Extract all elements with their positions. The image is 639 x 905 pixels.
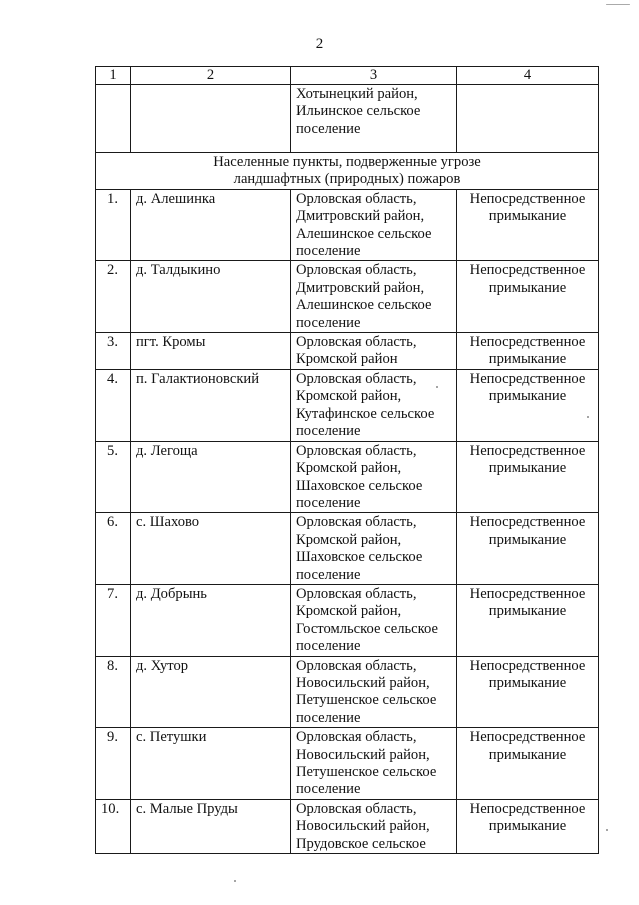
fire-threat-relation [457,656,599,728]
location-line: Орловская область, [296,442,417,459]
location-line: Орловская область, [296,190,417,207]
header-col-3: 3 [291,67,457,85]
table-row [96,370,599,442]
relation-line: примыкание [488,279,567,296]
settlement-name: пгт. Кромы [131,333,291,370]
table-row [96,189,599,261]
location-line: Кутафинское сельское [296,405,435,422]
location-line: Дмитровский район, [296,279,425,296]
location-line: Кромской район, [296,603,402,620]
fire-threat-relation [457,333,599,370]
row-number: 4. [96,370,131,442]
row-number: 1. [96,189,131,261]
page-number: 2 [315,36,324,52]
settlement-location [291,189,457,261]
location-line: поселение [296,566,361,583]
relation-line: Непосредственное [469,371,586,388]
header-col-1: 1 [96,67,131,85]
relation-line: Непосредственное [469,800,586,817]
row-number: 2. [96,261,131,333]
fire-threat-relation [457,728,599,800]
settlements-table [95,66,599,854]
scan-speck [587,416,589,418]
location-line: Алешинское сельское [296,225,432,242]
location-line: Кромской район, [296,460,402,477]
location-line: поселение [296,638,361,655]
relation-line: Непосредственное [469,585,586,602]
settlement-name: д. Хутор [131,656,291,728]
location-line: поселение [296,781,361,798]
settlement-name: д. Легоща [131,441,291,513]
settlement-location [291,370,457,442]
location-line: поселение [296,243,361,260]
settlement-location [291,261,457,333]
relation-line: примыкание [488,460,567,477]
section-title-line: Населенные пункты, подверженные угрозе [213,154,481,170]
relation-line: Непосредственное [469,442,586,459]
settlement-location [291,513,457,585]
location-line: Орловская область, [296,334,417,351]
settlement-name: п. Галактионовский [131,370,291,442]
relation-line: примыкание [488,208,567,225]
relation-line: примыкание [488,531,567,548]
row-number: 5. [96,441,131,513]
location-line: Кромской район, [296,388,402,405]
location-line: Новосильский район, [296,818,430,835]
location-line: Дмитровский район, [296,208,425,225]
table-rows [96,189,599,853]
settlement-location [291,584,457,656]
table-row [96,728,599,800]
scan-speck [606,4,630,5]
location-line: Шаховское сельское [296,549,423,566]
location-line: Орловская область, [296,585,417,602]
location-line: поселение [296,423,361,440]
relation-line: примыкание [488,603,567,620]
table-row [96,441,599,513]
location-line: Прудовское сельское [296,835,426,852]
scan-speck [234,880,236,882]
fire-threat-relation [457,370,599,442]
cont-col-4 [457,85,599,153]
section-title-line: ландшафтных (природных) пожаров [233,171,461,188]
location-line: Шаховское сельское [296,477,423,494]
cont-location-line: Хотынецкий район, [296,86,418,102]
location-line: Кромской район, [296,531,402,548]
settlement-name: с. Шахово [131,513,291,585]
settlement-name: д. Добрынь [131,584,291,656]
cont-col-2 [131,85,291,153]
location-line: поселение [296,709,361,726]
location-line: поселение [296,314,361,331]
relation-line: примыкание [488,388,567,405]
relation-line: Непосредственное [469,729,586,746]
row-number: 10. [96,799,131,853]
relation-line: Непосредственное [469,262,586,279]
settlement-name: с. Малые Пруды [131,799,291,853]
relation-line: Непосредственное [469,190,586,207]
cont-location-line: поселение [296,120,361,137]
settlement-name: с. Петушки [131,728,291,800]
settlement-location [291,799,457,853]
header-col-4: 4 [457,67,599,85]
location-line: Гостомльское сельское [296,620,438,637]
scan-speck [436,386,438,388]
table-row [96,656,599,728]
table-row [96,261,599,333]
location-line: Орловская область, [296,657,417,674]
settlement-location [291,333,457,370]
scan-speck [606,829,608,831]
settlement-name: д. Алешинка [131,189,291,261]
fire-threat-relation [457,189,599,261]
location-line: Орловская область, [296,371,417,388]
table-row [96,799,599,853]
row-number: 3. [96,333,131,370]
location-line: Петушенское сельское [296,764,437,780]
location-line: Орловская область, [296,262,417,279]
cont-col-3 [291,85,457,153]
relation-line: Непосредственное [469,334,586,351]
location-line: Петушенское сельское [296,692,437,709]
relation-line: Непосредственное [469,514,586,531]
row-number: 7. [96,584,131,656]
fire-threat-relation [457,799,599,853]
location-line: поселение [296,494,361,511]
settlement-name: д. Талдыкино [131,261,291,333]
table-row [96,513,599,585]
fire-threat-relation [457,261,599,333]
fire-threat-relation [457,513,599,585]
header-col-2: 2 [131,67,291,85]
relation-line: примыкание [488,746,567,763]
header-row [96,67,599,85]
settlement-location [291,728,457,800]
location-line: Алешинское сельское [296,297,432,314]
continuation-row [96,85,599,153]
relation-line: примыкание [488,351,567,368]
fire-threat-relation [457,441,599,513]
section-title [96,153,599,190]
relation-line: Непосредственное [469,657,586,674]
row-number: 9. [96,728,131,800]
location-line: Орловская область, [296,800,417,817]
location-line: Новосильский район, [296,746,430,763]
location-line: Кромской район [296,351,398,368]
cont-col-1 [96,85,131,153]
relation-line: примыкание [488,674,567,691]
settlement-location [291,441,457,513]
relation-line: примыкание [488,818,567,835]
location-line: Новосильский район, [296,674,430,691]
location-line: Орловская область, [296,514,417,531]
cont-location-line: Ильинское сельское [296,103,421,120]
table-row [96,584,599,656]
row-number: 6. [96,513,131,585]
table-row [96,333,599,370]
location-line: Орловская область, [296,729,417,746]
row-number: 8. [96,656,131,728]
section-title-row [96,153,599,190]
fire-threat-relation [457,584,599,656]
settlement-location [291,656,457,728]
